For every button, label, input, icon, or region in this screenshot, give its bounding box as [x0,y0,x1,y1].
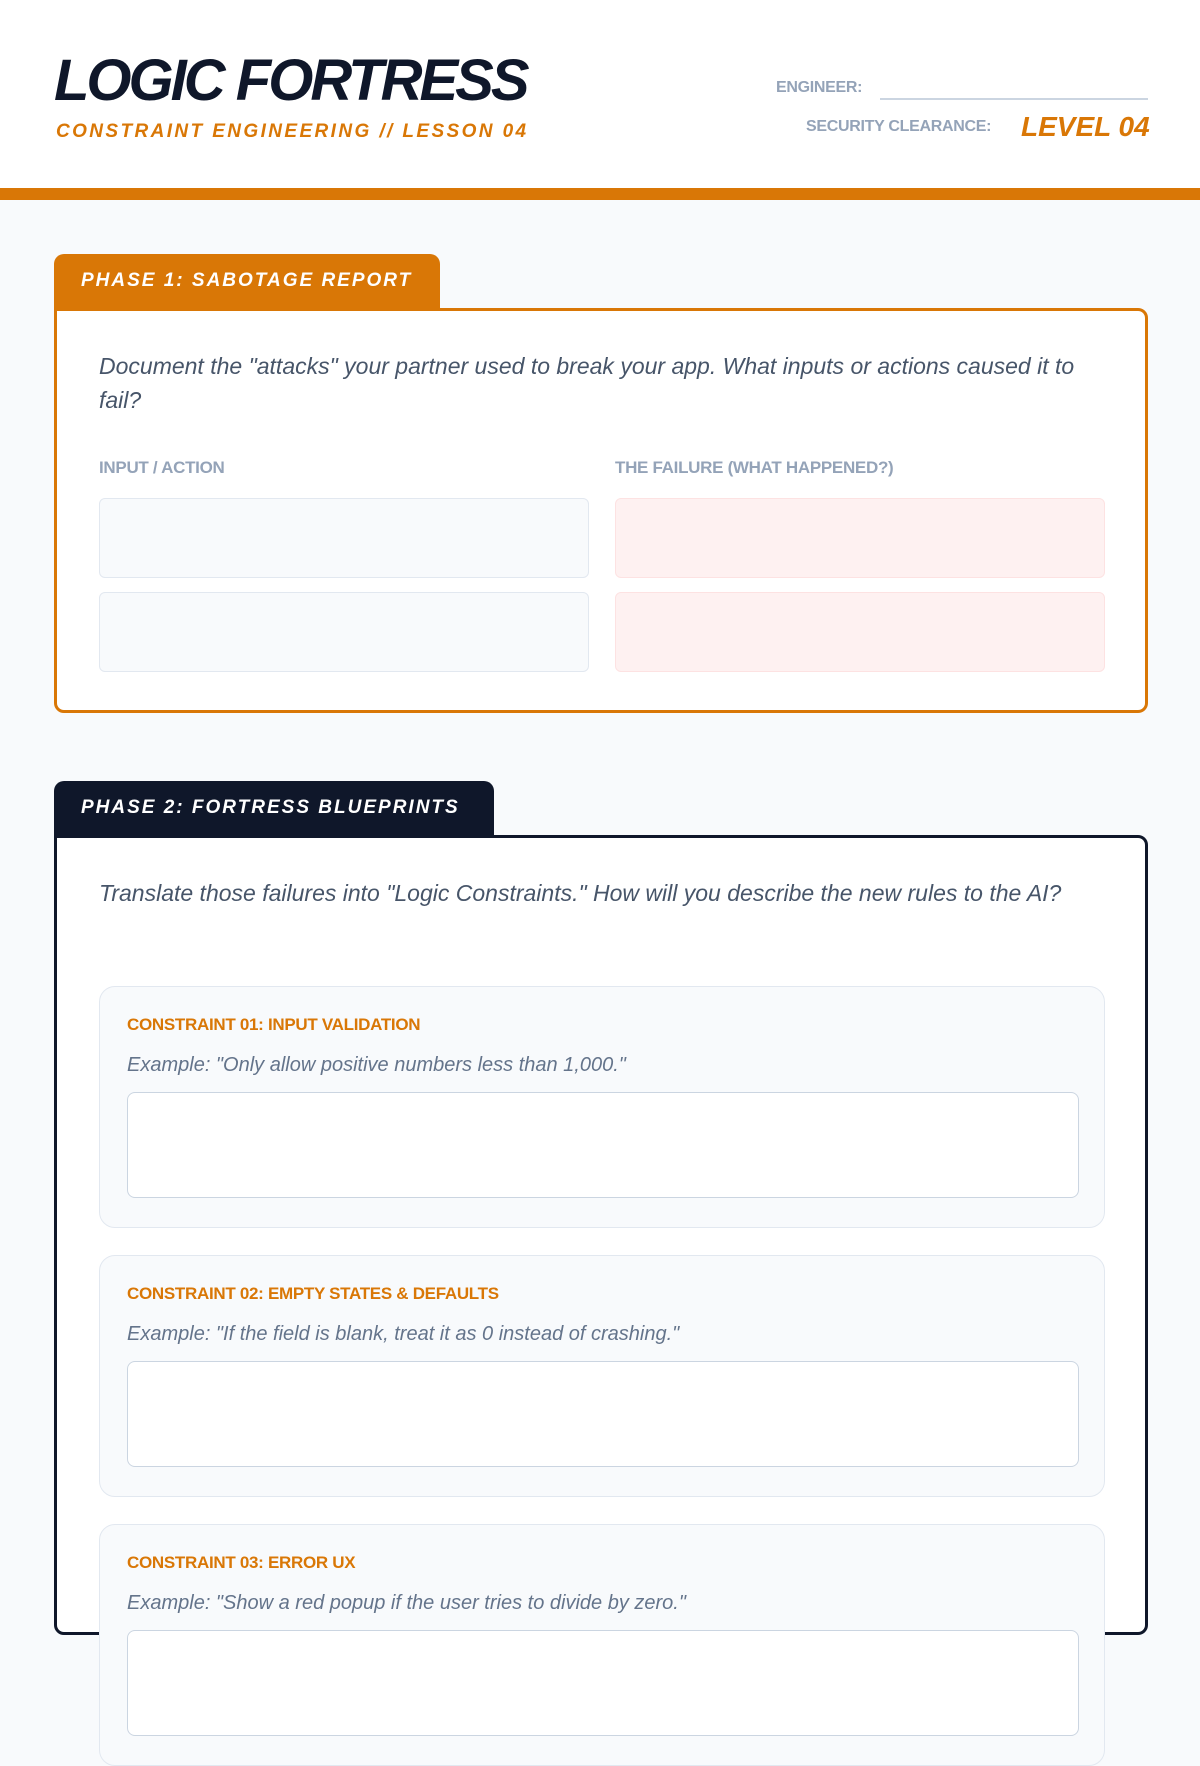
failure-field-2[interactable] [615,592,1105,672]
constraint-card-3 [99,1524,1105,1766]
page-title: LOGIC FORTRESS [54,48,527,113]
constraint-example: Example: "If the field is blank, treat it as 0 instead of crashing." [127,1323,680,1345]
constraint-title: CONSTRAINT 01: INPUT VALIDATION [127,1015,421,1034]
input-action-field-2[interactable] [99,592,589,672]
input-action-field-1[interactable] [99,498,589,578]
phase1-section [54,308,1148,713]
constraint-input-field[interactable] [127,1630,1079,1736]
phase2-section [54,835,1148,1635]
clearance-label: SECURITY CLEARANCE: [806,118,992,135]
constraint-title: CONSTRAINT 02: EMPTY STATES & DEFAULTS [127,1284,499,1303]
constraint-input-field[interactable] [127,1361,1079,1467]
constraint-example: Example: "Show a red popup if the user tries to divide by zero." [127,1592,686,1614]
constraint-input-field[interactable] [127,1092,1079,1198]
engineer-label: ENGINEER: [776,79,863,96]
phase2-tab: PHASE 2: FORTRESS BLUEPRINTS [54,781,494,837]
failure-field-1[interactable] [615,498,1105,578]
engineer-name-field[interactable] [880,98,1148,100]
constraint-title: CONSTRAINT 03: ERROR UX [127,1553,356,1572]
worksheet-header [0,0,1200,200]
page-subtitle: CONSTRAINT ENGINEERING // LESSON 04 [56,121,529,142]
phase1-tab: PHASE 1: SABOTAGE REPORT [54,254,440,310]
failure-column-label: THE FAILURE (WHAT HAPPENED?) [615,458,894,477]
phase1-instructions: Document the "attacks" your partner used to break your app. What inputs or actions caused it to fail? [99,353,1075,413]
phase2-instructions: Translate those failures into "Logic Constraints." How will you describe the new rules to the AI? [99,880,1062,906]
constraint-card-1 [99,986,1105,1228]
constraint-example: Example: "Only allow positive numbers less than 1,000." [127,1054,626,1076]
constraint-card-2 [99,1255,1105,1497]
clearance-value: LEVEL 04 [1021,111,1150,142]
input-action-column-label: INPUT / ACTION [99,458,225,477]
